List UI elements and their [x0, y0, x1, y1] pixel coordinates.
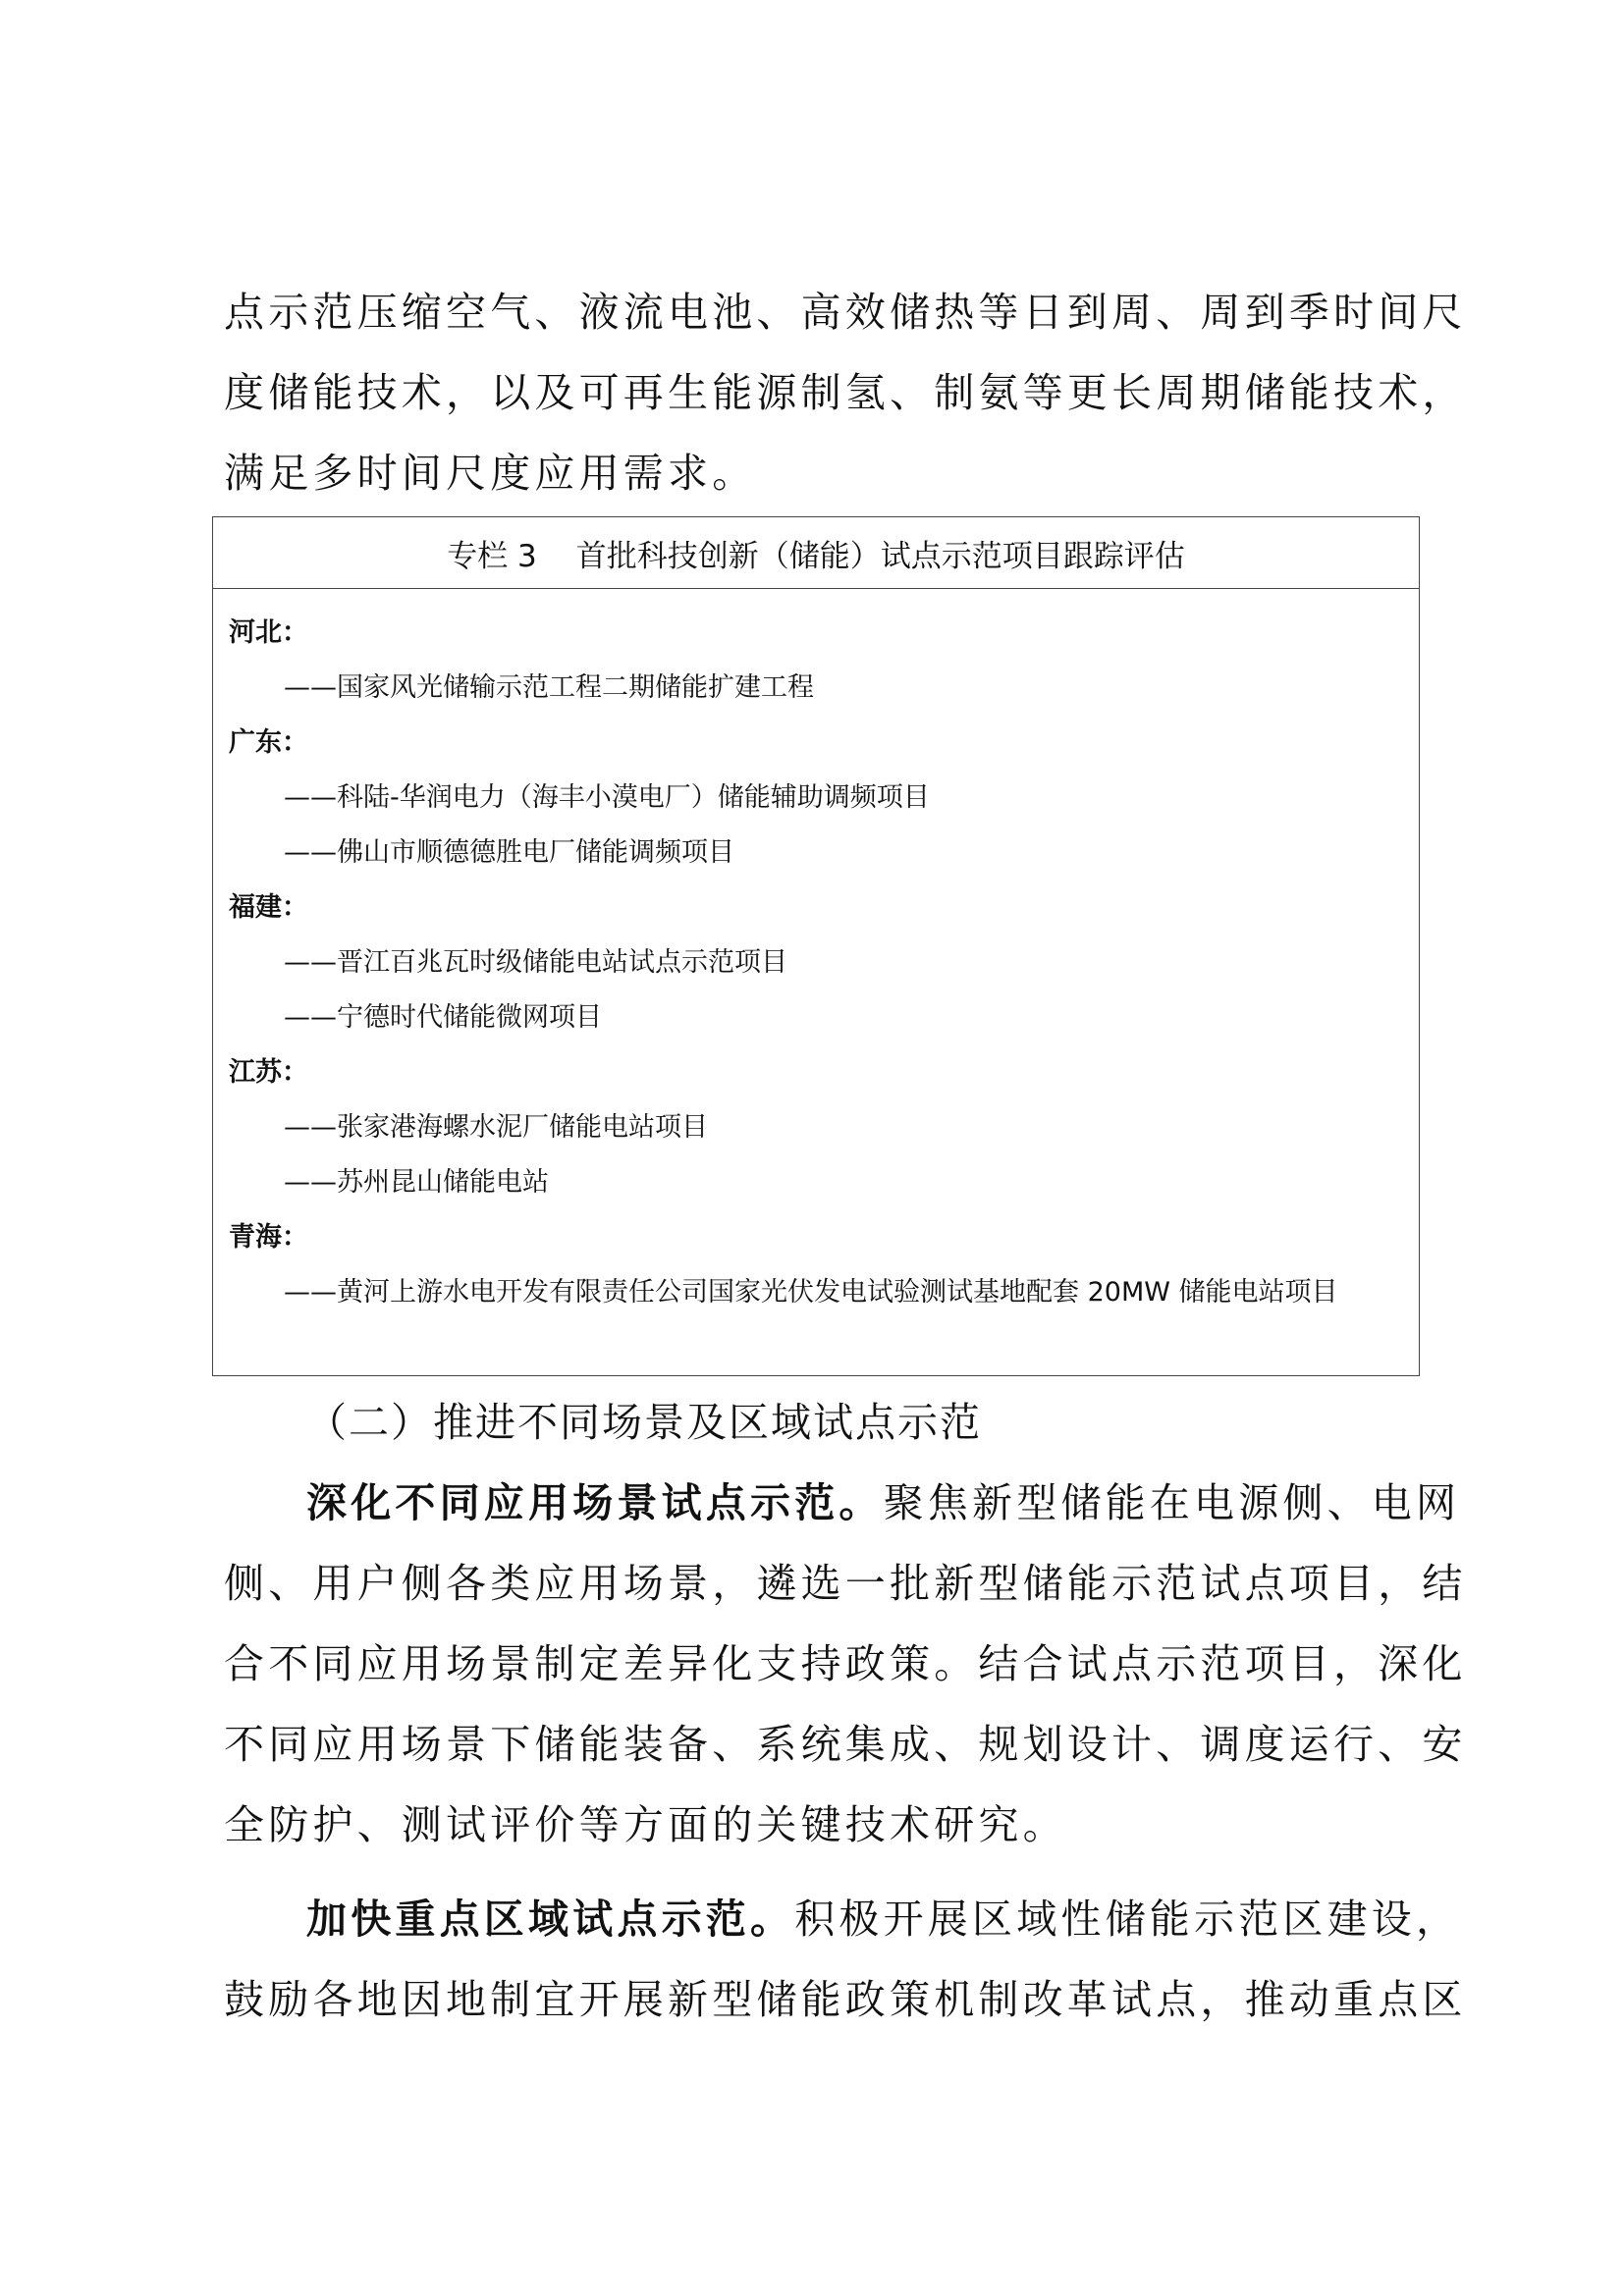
- project-item: ——国家风光储输示范工程二期储能扩建工程: [284, 672, 814, 703]
- paragraph-line: 全防护、测试评价等方面的关键技术研究。: [224, 1801, 1067, 1848]
- intro-line: 满足多时间尺度应用需求。: [224, 450, 757, 497]
- project-item: ——黄河上游水电开发有限责任公司国家光伏发电试验测试基地配套 20MW 储能电站项目: [284, 1277, 1338, 1308]
- intro-line: 度储能技术，以及可再生能源制氢、制氨等更长周期储能技术，: [224, 369, 1467, 416]
- region-label-guangdong: 广东：: [229, 727, 308, 758]
- paragraph-line: 不同应用场景下储能装备、系统集成、规划设计、调度运行、安: [224, 1721, 1467, 1768]
- paragraph-lead: 深化不同应用场景试点示范。: [306, 1479, 884, 1526]
- project-item: ——科陆-华润电力（海丰小漠电厂）储能辅助调频项目: [284, 782, 930, 813]
- project-item: ——宁德时代储能微网项目: [284, 1002, 602, 1033]
- column-box-body: [229, 606, 1403, 1320]
- column-box: [212, 516, 1420, 1376]
- paragraph-lead: 加快重点区域试点示范。: [306, 1896, 795, 1943]
- paragraph-line: [224, 1463, 1461, 1543]
- intro-line: 点示范压缩空气、液流电池、高效储热等日到周、周到季时间尺: [224, 289, 1467, 336]
- paragraph-scenarios: [224, 1463, 1467, 1865]
- project-item: ——张家港海螺水泥厂储能电站项目: [284, 1112, 708, 1143]
- region-label-qinghai: 青海：: [229, 1222, 308, 1253]
- paragraph-line: 侧、用户侧各类应用场景，遴选一批新型储能示范试点项目，结: [224, 1560, 1467, 1607]
- paragraph-regions: [224, 1879, 1467, 2040]
- project-item: ——苏州昆山储能电站: [284, 1167, 549, 1198]
- paragraph-line: 合不同应用场景制定差异化支持政策。结合试点示范项目，深化: [224, 1640, 1467, 1687]
- paragraph-line: [224, 1879, 1461, 1959]
- region-label-fujian: 福建：: [229, 892, 308, 923]
- paragraph-line: 鼓励各地因地制宜开展新型储能政策机制改革试点，推动重点区: [224, 1976, 1467, 2023]
- paragraph-text: 聚焦新型储能在电源侧、电网: [883, 1479, 1461, 1526]
- project-item: ——晋江百兆瓦时级储能电站试点示范项目: [284, 947, 787, 978]
- column-label: 专栏 3: [447, 538, 537, 574]
- intro-paragraph: [224, 272, 1467, 513]
- column-title: 首批科技创新（储能）试点示范项目跟踪评估: [575, 538, 1185, 574]
- project-item: ——佛山市顺德德胜电厂储能调频项目: [284, 837, 734, 868]
- column-box-header: [213, 517, 1419, 589]
- section-heading: （二）推进不同场景及区域试点示范: [306, 1399, 982, 1446]
- region-label-hebei: 河北：: [229, 617, 308, 648]
- paragraph-text: 积极开展区域性储能示范区建设，: [794, 1896, 1461, 1943]
- region-label-jiangsu: 江苏：: [229, 1057, 308, 1088]
